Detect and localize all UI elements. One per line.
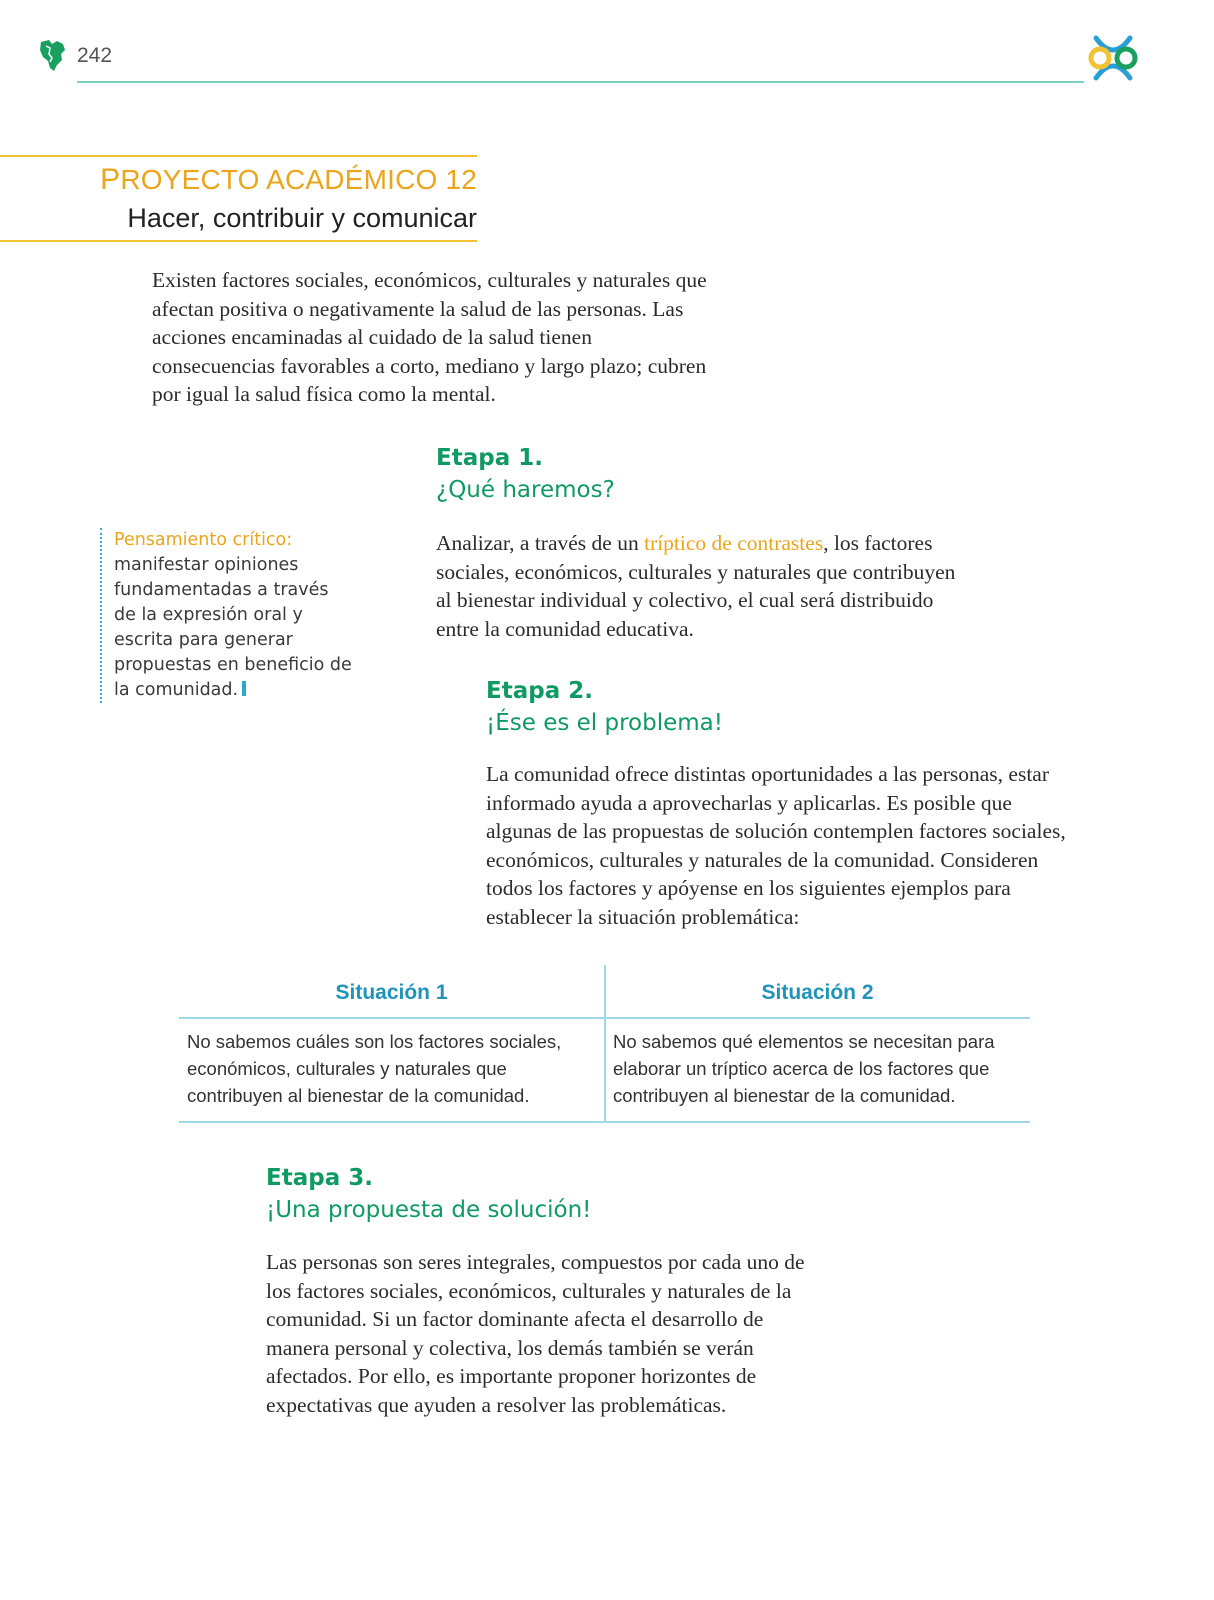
intro-paragraph: Existen factores sociales, económicos, culturales y naturales que afectan positiva o negativamente la salud de las personas. Las acciones encaminadas al cuidado de la salud tienen consecuencias favorables a corto, mediano y largo plazo; cubren por igual la salud física como la mental. xyxy=(152,268,707,406)
interlocking-circles-logo-icon xyxy=(1088,32,1138,84)
etapa-1-heading xyxy=(436,442,615,507)
etapa-2-paragraph: La comunidad ofrece distintas oportunidades a las personas, estar informado ayuda a aprovecharlas y aplicarlas. Es posible que algunas de las propuestas de solución contemplen factores sociales, económicos, culturales y naturales de la comunidad. Consideren todos los factores y apóyense en los siguientes ejemplos para establecer la situación problemática: xyxy=(486,762,1066,929)
header-rule xyxy=(77,81,1084,83)
etapa-1-text-end: , los factores sociales, económicos, culturales y naturales que contribuyen al bienestar individual y colectivo, el cual será distribuido entre la comunidad educativa. xyxy=(436,531,956,641)
etapa-1-subtitle: ¿Qué haremos? xyxy=(436,477,615,503)
project-bottom-rule xyxy=(0,240,477,242)
etapa-2-number: Etapa 2. xyxy=(486,678,593,704)
situation-1-cell: No sabemos cuáles son los factores sociales, económicos, culturales y naturales que contribuyen al bienestar de la comunidad. xyxy=(187,1031,562,1106)
critical-thinking-label: Pensamiento crítico: xyxy=(114,530,293,550)
critical-thinking-text: manifestar opiniones fundamentadas a través de la expresión oral y escrita para generar propuestas en beneficio de la comunidad. xyxy=(114,555,352,700)
etapa-1-text-start: Analizar, a través de un xyxy=(436,531,645,555)
table-header-rule xyxy=(179,1017,1030,1019)
etapa-3-heading xyxy=(266,1162,591,1227)
project-title: Hacer, contribuir y comunicar xyxy=(127,203,477,233)
situations-table xyxy=(179,965,1030,1123)
critical-thinking-note xyxy=(100,528,354,703)
end-mark xyxy=(242,681,246,696)
etapa-1-paragraph xyxy=(436,529,956,643)
etapa-1-number: Etapa 1. xyxy=(436,445,543,471)
project-label xyxy=(100,163,477,197)
etapa-2-subtitle: ¡Ése es el problema! xyxy=(486,710,723,736)
page-number: 242 xyxy=(77,44,113,67)
triptico-highlight: tríptico de contrastes xyxy=(644,531,824,555)
etapa-3-number: Etapa 3. xyxy=(266,1165,373,1191)
project-label-rest: ROYECTO ACADÉMICO 12 xyxy=(120,164,477,195)
etapa-2-heading xyxy=(486,675,723,740)
table-bottom-rule xyxy=(179,1121,1030,1123)
etapa-3-paragraph: Las personas son seres integrales, compuestos por cada uno de los factores sociales, económicos, culturales y naturales de la comunidad. Si un factor dominante afecta el desarrollo de manera personal y colectiva, los demás también se verán afectados. Por ello, es importante proponer horizontes de expectativas que ayuden a resolver las problemáticas. xyxy=(266,1250,805,1417)
mexico-map-icon xyxy=(38,38,68,74)
situation-2-header: Situación 2 xyxy=(761,981,874,1004)
project-label-initial: P xyxy=(100,163,121,196)
project-top-rule xyxy=(0,155,477,157)
etapa-3-subtitle: ¡Una propuesta de solución! xyxy=(266,1197,592,1223)
situation-2-cell: No sabemos qué elementos se necesitan para elaborar un tríptico acerca de los factores que contribuyen al bienestar de la comunidad. xyxy=(613,1031,995,1106)
situation-1-header: Situación 1 xyxy=(335,981,448,1004)
